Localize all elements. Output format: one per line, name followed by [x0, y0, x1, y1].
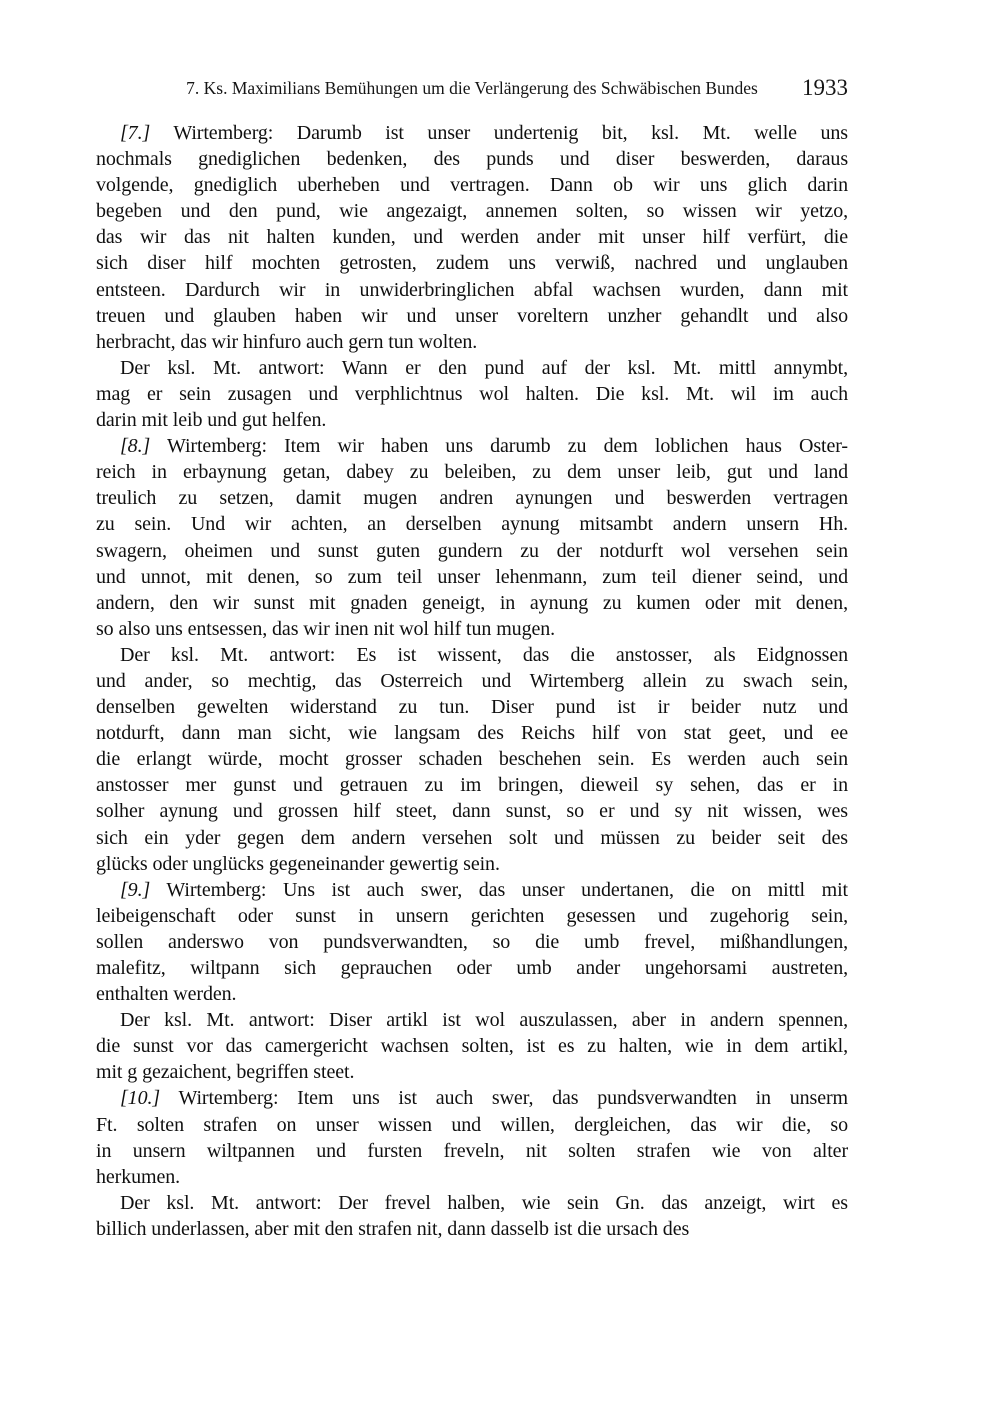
text-line: Der ksl. Mt. antwort: Es ist wissent, das die anstosser, als Eidgnossen	[120, 643, 848, 666]
text-line: treuen und glauben haben wir und unser voreltern unzher gehandlt und also	[96, 304, 848, 327]
text-line: die sunst vor das camergericht wachsen solten, ist es zu halten, wie in dem artikl,	[96, 1035, 848, 1058]
text-line: Der ksl. Mt. antwort: Diser artikl ist wol auszulassen, aber in andern spennen,	[120, 1009, 848, 1032]
text-line: glücks oder unglücks gegeneinander gewertig sein.	[96, 852, 500, 875]
text-line: Der ksl. Mt. antwort: Der frevel halben, wie sein Gn. das anzeigt, wirt es	[120, 1191, 848, 1214]
paragraph	[96, 120, 848, 355]
paragraph	[96, 642, 848, 877]
running-title: 7. Ks. Maximilians Bemühungen um die Verlängerung des Schwäbischen Bundes	[186, 78, 758, 98]
text-line: anstosser mer gunst und getrauen zu im bringen, dieweil sy sehen, das er in	[96, 774, 848, 797]
text-block	[96, 72, 848, 1242]
text-line: leibeigenschaft oder sunst in unsern gerichten gesessen und zugehorig sein,	[96, 904, 848, 927]
page-number: 1933	[802, 75, 848, 100]
text-line: und ander, so mechtig, das Osterreich und Wirtemberg allein zu swach sein,	[96, 669, 848, 692]
text-line: billich underlassen, aber mit den strafen nit, dann dasselb ist die ursach des	[96, 1217, 690, 1240]
text-line: volgende, gnediglich uberheben und vertragen. Dann ob wir uns glich darin	[96, 174, 848, 197]
text-line: so also uns entsessen, das wir inen nit wol hilf tun mugen.	[96, 617, 556, 640]
text-line: [7.] Wirtemberg: Darumb ist unser undertenig bit, ksl. Mt. welle uns	[120, 122, 848, 144]
paragraph	[96, 877, 848, 1007]
text-line: andern, den wir sunst mit gnaden geneigt, in aynung zu kumen oder mit denen,	[96, 591, 848, 614]
paragraph	[96, 1190, 848, 1242]
text-line: denselben gewelten widerstand zu tun. Diser pund ist ir beider nutz und	[96, 696, 848, 719]
paragraph	[96, 433, 848, 642]
text-line: mit g gezaichent, begriffen steet.	[96, 1061, 355, 1084]
paragraph-marker: [10.]	[120, 1087, 161, 1110]
text-line: malefitz, wiltpann sich geprauchen oder umb ander ungehorsami austreten,	[96, 957, 848, 979]
text-line: sollen anderswo von pundsverwandten, so die umb frevel, mißhandlungen,	[96, 930, 848, 953]
text-line: treulich zu setzen, damit mugen andren aynungen und beswerden vertragen	[96, 487, 848, 510]
text-line: [9.] Wirtemberg: Uns ist auch swer, das unser undertanen, die on mittl mit	[120, 878, 848, 901]
text-line: das wir das nit halten kunden, und werden ander mit unser hilf verfürt, die	[96, 226, 848, 249]
text-line: entsteen. Dardurch wir in unwiderbringlichen abfal wachsen wurden, dann mit	[96, 278, 848, 301]
paragraph-marker: [9.]	[120, 878, 151, 901]
text-line: herkumen.	[96, 1165, 181, 1188]
text-line: begeben und den pund, wie angezaigt, annemen solten, so wissen wir yetzo,	[96, 200, 848, 223]
text-line: in unsern wiltpannen und fursten freveln, nit solten strafen wie von alter	[96, 1139, 848, 1162]
text-line: zu sein. Und wir achten, an derselben aynung mitsambt andern unsern Hh.	[96, 513, 848, 536]
text-body	[96, 120, 848, 1242]
paragraph	[96, 1007, 848, 1085]
text-line: Der ksl. Mt. antwort: Wann er den pund auf der ksl. Mt. mittl annymbt,	[120, 356, 848, 379]
text-line: herbracht, das wir hinfuro auch gern tun wolten.	[96, 330, 478, 353]
text-line: notdurft, dann man sicht, wie langsam des Reichs hilf von stat geet, und ee	[96, 722, 848, 745]
text-line: [8.] Wirtemberg: Item wir haben uns darumb zu dem loblichen haus Oster-	[120, 435, 848, 458]
text-line: darin mit leib und gut helfen.	[96, 409, 327, 432]
text-line: reich in erbaynung getan, dabey zu beleiben, zu dem unser leib, gut und land	[96, 461, 848, 484]
paragraph	[96, 1085, 848, 1189]
paragraph-marker: [8.]	[120, 435, 151, 458]
paragraph-marker: [7.]	[120, 122, 151, 144]
text-line: [10.] Wirtemberg: Item uns ist auch swer, das pundsverwandten in unserm	[120, 1087, 848, 1110]
running-header	[96, 72, 848, 104]
text-line: sich ein yder gegen dem andern versehen solt und müssen zu beider seit des	[96, 826, 848, 849]
text-line: solher aynung und grossen hilf steet, dann sunst, so er und sy nit wissen, wes	[96, 800, 848, 823]
text-line: enthalten werden.	[96, 983, 237, 1006]
text-line: die erlangt würde, mocht grosser schaden beschehen sein. Es werden auch sein	[96, 748, 848, 771]
text-line: swagern, oheimen und sunst guten gundern zu der notdurft wol versehen sein	[96, 539, 848, 562]
text-line: mag er sein zusagen und verphlichtnus wol halten. Die ksl. Mt. wil im auch	[96, 382, 848, 405]
text-line: sich diser hilf mochten getrosten, zudem uns verwiß, nachred und unglauben	[96, 252, 848, 275]
text-line: Ft. solten strafen on unser wissen und willen, dergleichen, das wir die, so	[96, 1113, 848, 1136]
paragraph	[96, 355, 848, 433]
text-line: nochmals gnediglichen bedenken, des punds und diser beswerden, daraus	[96, 148, 848, 171]
text-line: und unnot, mit denen, so zum teil unser lehenmann, zum teil diener seind, und	[96, 565, 848, 588]
